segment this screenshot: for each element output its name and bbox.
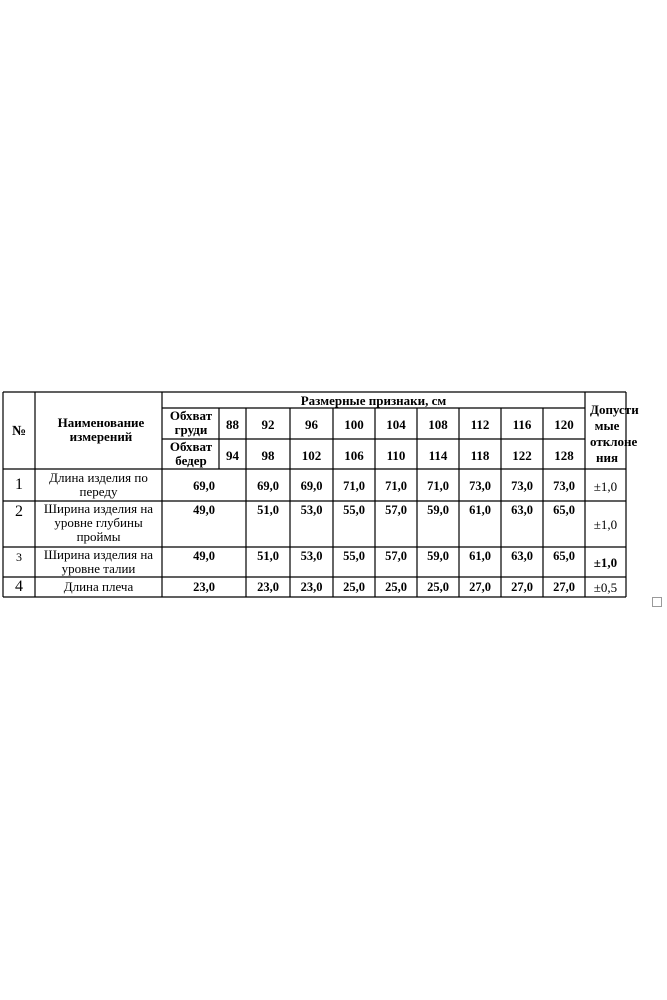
bust-size: 96	[305, 417, 318, 432]
row-number: 4	[15, 578, 23, 595]
hip-size: 98	[261, 448, 275, 463]
row-value: 65,0	[553, 549, 575, 563]
row-value: 69,0	[300, 479, 323, 493]
row-value: 57,0	[385, 549, 407, 563]
hip-size: 122	[512, 448, 532, 463]
bust-size: 100	[344, 417, 364, 432]
row-value: 25,0	[385, 580, 407, 594]
row-value: 51,0	[257, 549, 279, 563]
table-resize-handle[interactable]	[652, 597, 662, 607]
row-tolerance: ±1,0	[593, 479, 618, 494]
row-name: Ширина изделия на уровне глубины проймы	[43, 501, 154, 544]
bust-size: 104	[386, 417, 406, 432]
bust-size: 116	[512, 417, 532, 432]
row-value: 57,0	[385, 503, 407, 517]
row-value: 49,0	[193, 503, 215, 517]
hip-size: 114	[428, 448, 448, 463]
row-value: 59,0	[427, 549, 449, 563]
bust-size: 112	[470, 417, 490, 432]
row-value: 73,0	[511, 479, 533, 493]
row-value: 61,0	[469, 549, 491, 563]
row-value: 71,0	[385, 479, 407, 493]
row-value: 65,0	[553, 503, 575, 517]
header-hip-label: Обхват бедер	[169, 439, 213, 468]
row-tolerance: ±1,0	[593, 555, 618, 570]
row-value: 55,0	[343, 549, 365, 563]
row-value: 55,0	[343, 503, 365, 517]
row-value: 71,0	[427, 479, 449, 493]
row-name: Длина плеча	[63, 579, 134, 594]
row-value: 25,0	[427, 580, 449, 594]
row-value: 53,0	[300, 503, 323, 517]
hip-size: 128	[554, 448, 574, 463]
row-tolerance: ±1,0	[593, 517, 618, 532]
row-value: 49,0	[193, 549, 215, 563]
row-name: Длина изделия по переду	[49, 470, 148, 499]
bust-size: 120	[554, 417, 574, 432]
header-name: Наименование измерений	[57, 415, 145, 444]
row-value: 27,0	[553, 580, 575, 594]
row-number: 1	[15, 476, 23, 493]
header-bust-label: Обхват груди	[169, 408, 213, 437]
bust-size: 108	[428, 417, 448, 432]
row-value: 63,0	[511, 549, 533, 563]
row-value: 27,0	[469, 580, 491, 594]
row-number: 3	[16, 550, 22, 564]
bust-size: 92	[261, 417, 275, 432]
hip-size: 94	[226, 448, 239, 463]
hip-size: 110	[386, 448, 406, 463]
row-value: 63,0	[511, 503, 533, 517]
header-size-group: Размерные признаки, см	[300, 393, 447, 408]
row-value: 23,0	[257, 580, 279, 594]
row-value: 27,0	[511, 580, 533, 594]
row-number: 2	[15, 503, 23, 520]
row-value: 53,0	[300, 549, 323, 563]
header-number: №	[11, 424, 27, 439]
header-tolerance: Допусти мые отклоне ния	[590, 402, 639, 465]
row-value: 73,0	[469, 479, 491, 493]
row-value: 61,0	[469, 503, 491, 517]
row-value: 69,0	[193, 479, 215, 493]
row-value: 73,0	[553, 479, 575, 493]
hip-size: 106	[344, 448, 364, 463]
row-value: 71,0	[343, 479, 365, 493]
hip-size: 102	[301, 448, 322, 463]
row-value: 69,0	[257, 479, 279, 493]
hip-size: 118	[470, 448, 490, 463]
row-value: 25,0	[343, 580, 365, 594]
row-value: 51,0	[257, 503, 279, 517]
row-value: 23,0	[193, 580, 215, 594]
bust-size: 88	[226, 417, 239, 432]
row-tolerance: ±0,5	[593, 580, 618, 595]
row-name: Ширина изделия на уровне талии	[43, 547, 154, 576]
row-value: 23,0	[300, 580, 323, 594]
row-value: 59,0	[427, 503, 449, 517]
